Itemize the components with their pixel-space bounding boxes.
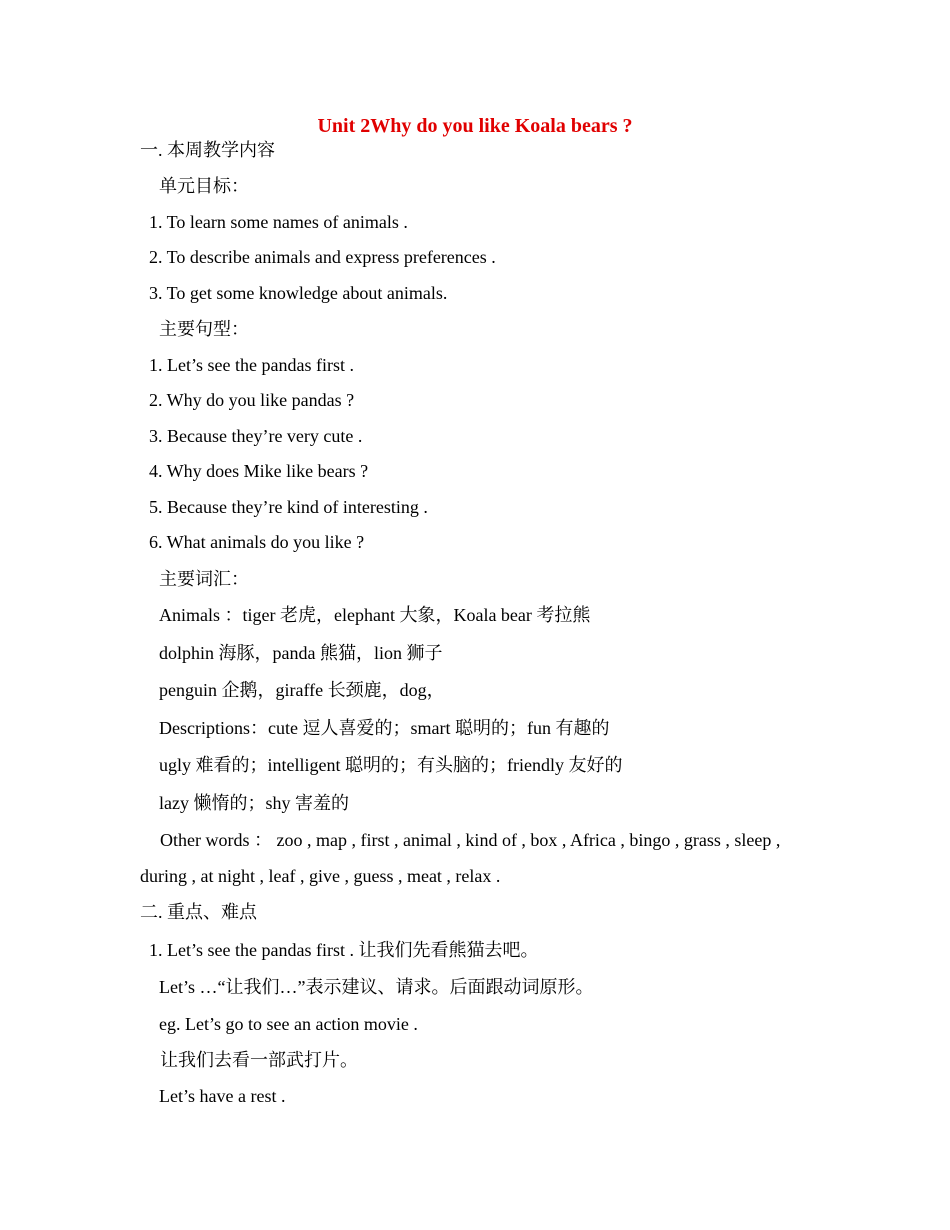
goal-item: 2. To describe animals and express preferences . bbox=[149, 247, 496, 267]
goal-item: 3. To get some knowledge about animals. bbox=[149, 283, 448, 303]
key-point-line: 让我们去看一部武打片。 bbox=[160, 1050, 358, 1070]
goal-item: 1. To learn some names of animals . bbox=[149, 212, 408, 232]
vocab-line: ugly 难看的；intelligent 聪明的；有头脑的；friendly 友好的 bbox=[159, 755, 623, 775]
key-point-line: eg. Let’s go to see an action movie . bbox=[159, 1014, 418, 1034]
sentence-item: 3. Because they’re very cute . bbox=[149, 426, 363, 446]
vocab-line: lazy 懒惰的；shy 害羞的 bbox=[159, 793, 349, 813]
vocab-line: Animals ：tiger 老虎，elephant 大象，Koala bear 考拉熊 bbox=[159, 605, 591, 625]
document-title: Unit 2Why do you like Koala bears ? bbox=[317, 115, 633, 137]
vocab-line: Descriptions：cute 逗人喜爱的；smart 聪明的；fun 有趣的 bbox=[159, 718, 610, 738]
sentence-item: 2. Why do you like pandas ? bbox=[149, 390, 355, 410]
sentence-item: 5. Because they’re kind of interesting . bbox=[149, 497, 428, 517]
vocab-label: 主要词汇： bbox=[159, 569, 249, 589]
other-words-line: Other words ： zoo , map , first , animal , kind of , box , Africa , bingo , grass , sleep , bbox=[160, 830, 781, 850]
vocab-line: dolphin 海豚，panda 熊猫，lion 狮子 bbox=[159, 643, 443, 663]
sentence-item: 4. Why does Mike like bears ? bbox=[149, 461, 369, 481]
sentence-item: 1. Let’s see the pandas first . bbox=[149, 355, 354, 375]
sentences-label: 主要句型： bbox=[159, 319, 249, 339]
key-point-line: Let’s …“让我们…”表示建议、请求。后面跟动词原形。 bbox=[159, 977, 594, 997]
key-point-line: Let’s have a rest . bbox=[159, 1086, 286, 1106]
vocab-line: penguin 企鹅，giraffe 长颈鹿，dog， bbox=[159, 680, 445, 700]
key-point-line: 1. Let’s see the pandas first . 让我们先看熊猫去吧。 bbox=[149, 940, 539, 960]
sentence-item: 6. What animals do you like ? bbox=[149, 532, 365, 552]
other-words-line: during , at night , leaf , give , guess , meat , relax . bbox=[140, 866, 501, 886]
section1-heading: 一. 本周教学内容 bbox=[140, 140, 275, 160]
goals-label: 单元目标： bbox=[159, 176, 249, 196]
section2-heading: 二. 重点、难点 bbox=[140, 902, 257, 922]
